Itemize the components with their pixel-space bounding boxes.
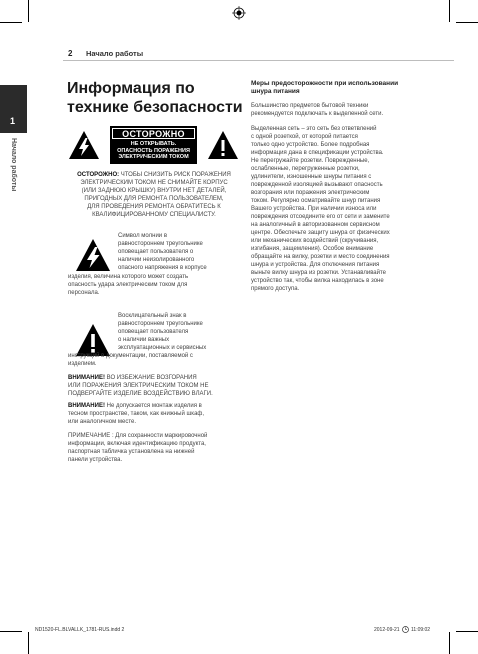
exclamation-text: эксплуатационных и сервисных bbox=[118, 345, 207, 351]
lightning-text: опасного напряжения в корпусе bbox=[118, 265, 207, 271]
exclamation-text: оповещает пользователя bbox=[118, 329, 189, 335]
section-title: Начало работы bbox=[86, 49, 144, 58]
chapter-number: 1 bbox=[10, 116, 16, 126]
page-title-line: технике безопасности bbox=[67, 99, 243, 116]
caution-subtext bbox=[110, 141, 197, 161]
power-cord-text: центре. Обеспечьте защиту шнура от физических bbox=[251, 230, 390, 236]
crop-mark bbox=[28, 0, 29, 22]
crop-mark bbox=[456, 22, 478, 23]
power-cord-text: на аналогичный в авторизованном сервисном bbox=[251, 222, 380, 228]
lightning-text: равностороннем треугольнике bbox=[118, 241, 203, 247]
crop-mark bbox=[28, 632, 29, 654]
footer-filename: ND1520-FL.BLVALLK_1781-RUS.indd 2 bbox=[35, 627, 125, 633]
note-text: панели устройства. bbox=[68, 457, 123, 463]
exclamation-text: инструкций в документации, поставляемой с bbox=[68, 353, 193, 359]
power-cord-text: изгибания, защемления). Особое внимание bbox=[251, 246, 374, 252]
warning-text: ИЛИ ПОРАЖЕНИЯ ЭЛЕКТРИЧЕСКИМ ТОКОМ НЕ bbox=[68, 383, 209, 389]
header-divider bbox=[63, 60, 454, 61]
power-cord-text: Большинство предметов бытовой техники bbox=[251, 103, 369, 109]
caution-subtext-line: ОПАСНОСТЬ ПОРАЖЕНИЯ bbox=[117, 147, 190, 154]
lightning-text: оповещает пользователя о bbox=[118, 249, 194, 255]
power-cord-heading-line: шнура питания bbox=[251, 88, 300, 95]
exclamation-text: о наличии важных bbox=[118, 337, 170, 343]
caution-text: ПРИГОДНЫХ ДЛЯ РЕМОНТА ПОЛЬЗОВАТЕЛЕМ, bbox=[84, 196, 224, 202]
moisture-warning bbox=[68, 374, 250, 398]
crop-mark bbox=[449, 0, 450, 22]
exclamation-description-cont bbox=[68, 352, 250, 368]
power-cord-text: повреждения отсоедините его от сети и замените bbox=[251, 214, 390, 220]
caution-line bbox=[64, 171, 244, 179]
power-cord-text: Выделенная сеть – это сеть без ответвлений bbox=[251, 126, 377, 132]
power-cord-text: поврежденной изоляцией вызывают опасность bbox=[251, 182, 383, 188]
installation-warning bbox=[68, 402, 250, 426]
power-cord-text: прямого доступа. bbox=[251, 286, 300, 292]
warning-label: ВНИМАНИЕ! bbox=[68, 403, 105, 409]
crop-mark bbox=[449, 632, 450, 654]
exclamation-description bbox=[118, 312, 248, 352]
page-title bbox=[67, 79, 247, 117]
registration-mark-icon bbox=[232, 6, 246, 20]
footer-date: 2012-09-21 bbox=[374, 627, 400, 633]
exclamation-text: равностороннем треугольнике bbox=[118, 321, 203, 327]
power-cord-text: устройство так, чтобы вилка находилась в зоне bbox=[251, 278, 384, 284]
caution-paragraph bbox=[64, 171, 244, 219]
power-cord-text: выньте вилку шнура из розетки. Устанавливайте bbox=[251, 270, 387, 276]
exclamation-text: изделием. bbox=[68, 361, 97, 367]
power-cord-text: Вашего устройства. При наличии износа или bbox=[251, 206, 377, 212]
caution-heading: ОСТОРОЖНО bbox=[112, 128, 195, 139]
power-cord-heading-line: Меры предосторожности при использовании bbox=[251, 80, 399, 87]
crop-mark bbox=[0, 631, 22, 632]
warning-label: ВНИМАНИЕ! bbox=[68, 375, 105, 381]
crop-mark bbox=[0, 22, 22, 23]
power-cord-text: или механических воздействий (скручивания, bbox=[251, 238, 379, 244]
power-cord-text: с одной розеткой, от которой питается bbox=[251, 134, 358, 140]
power-cord-text: удлинители, изношенные шнуры питания с bbox=[251, 174, 372, 180]
caution-text: ЭЛЕКТРИЧЕСКИМ ТОКОМ НЕ СНИМАЙТЕ КОРПУС bbox=[80, 180, 228, 186]
lightning-text: персонала. bbox=[68, 290, 100, 296]
warning-text: Не допускается монтаж изделия в bbox=[106, 403, 202, 409]
page-number: 2 bbox=[68, 49, 73, 58]
caution-label: ОСТОРОЖНО: bbox=[77, 172, 120, 178]
power-cord-heading bbox=[251, 80, 421, 96]
warning-text: ПОДВЕРГАЙТЕ ИЗДЕЛИЕ ВОЗДЕЙСТВИЮ ВЛАГИ. bbox=[68, 391, 213, 397]
lightning-description-cont bbox=[68, 273, 250, 297]
lightning-text: наличии неизолированного bbox=[118, 257, 195, 263]
caution-subtext-line: ЭЛЕКТРИЧЕСКИМ ТОКОМ bbox=[118, 154, 189, 160]
power-cord-intro bbox=[251, 102, 433, 118]
exclamation-triangle-icon bbox=[207, 130, 239, 160]
page-title-line: Информация по bbox=[67, 80, 195, 97]
note-text: ПРИМЕЧАНИЕ : Для сохранности маркировочной bbox=[68, 433, 208, 439]
warning-text: или аналогичном месте. bbox=[68, 419, 137, 425]
nameplate-note bbox=[68, 432, 250, 464]
chapter-label-vertical bbox=[5, 138, 19, 202]
power-cord-text: Не перегружайте розетки. Поврежденные, bbox=[251, 158, 370, 164]
power-cord-text: только одно устройство. Более подробная bbox=[251, 142, 370, 148]
power-cord-text: шнура и устройства. Для отключения питания bbox=[251, 262, 380, 268]
warning-text: ВО ИЗБЕЖАНИЕ ВОЗГОРАНИЯ bbox=[106, 375, 197, 381]
caution-subtext-line: НЕ ОТКРЫВАТЬ. bbox=[130, 141, 177, 147]
power-cord-body bbox=[251, 125, 437, 293]
caution-text: (ИЛИ ЗАДНЮЮ КРЫШКУ) ВНУТРИ НЕТ ДЕТАЛЕЙ, bbox=[81, 188, 227, 194]
power-cord-text: рекомендуется подключать к выделенной сети. bbox=[251, 111, 384, 117]
power-cord-text: возгорания или поражения электрическим bbox=[251, 190, 370, 196]
clock-icon bbox=[402, 626, 409, 633]
lightning-text: Символ молнии в bbox=[118, 233, 168, 239]
caution-text: ЧТОБЫ СНИЗИТЬ РИСК ПОРАЖЕНИЯ bbox=[120, 172, 231, 178]
power-cord-text: обращайте на вилку, розетки и место соединения bbox=[251, 254, 390, 260]
installation-warning-line bbox=[68, 402, 250, 410]
warning-text: тесном пространстве, таком, как книжный шкаф, bbox=[68, 411, 205, 417]
lightning-text: изделия, величина которого может создать bbox=[68, 274, 189, 280]
caution-text: ДЛЯ ПРОВЕДЕНИЯ РЕМОНТА ОБРАТИТЕСЬ К bbox=[87, 204, 221, 210]
power-cord-text: ослабленные, перегруженные розетки, bbox=[251, 166, 360, 172]
note-text: паспортная табличка установлена на нижней bbox=[68, 449, 195, 455]
crop-mark bbox=[456, 631, 478, 632]
power-cord-text: током. Регулярно осматривайте шнур питания bbox=[251, 198, 381, 204]
lightning-description bbox=[118, 232, 248, 272]
exclamation-text: Восклицательный знак в bbox=[118, 313, 187, 319]
moisture-warning-line bbox=[68, 374, 250, 382]
caution-text: КВАЛИФИЦИРОВАННОМУ СПЕЦИАЛИСТУ. bbox=[92, 212, 216, 218]
lightning-triangle-icon bbox=[68, 130, 100, 160]
chapter-label: Начало работы bbox=[10, 138, 17, 192]
caution-label-box bbox=[110, 126, 197, 164]
note-text: информации, включая идентификацию продукта, bbox=[68, 441, 206, 447]
lightning-symbol-icon bbox=[74, 237, 112, 273]
power-cord-text: информация дана в спецификации устройства. bbox=[251, 150, 384, 156]
lightning-text: опасность удара электрическим током для bbox=[68, 282, 188, 288]
footer-time: 11:09:02 bbox=[411, 627, 431, 633]
